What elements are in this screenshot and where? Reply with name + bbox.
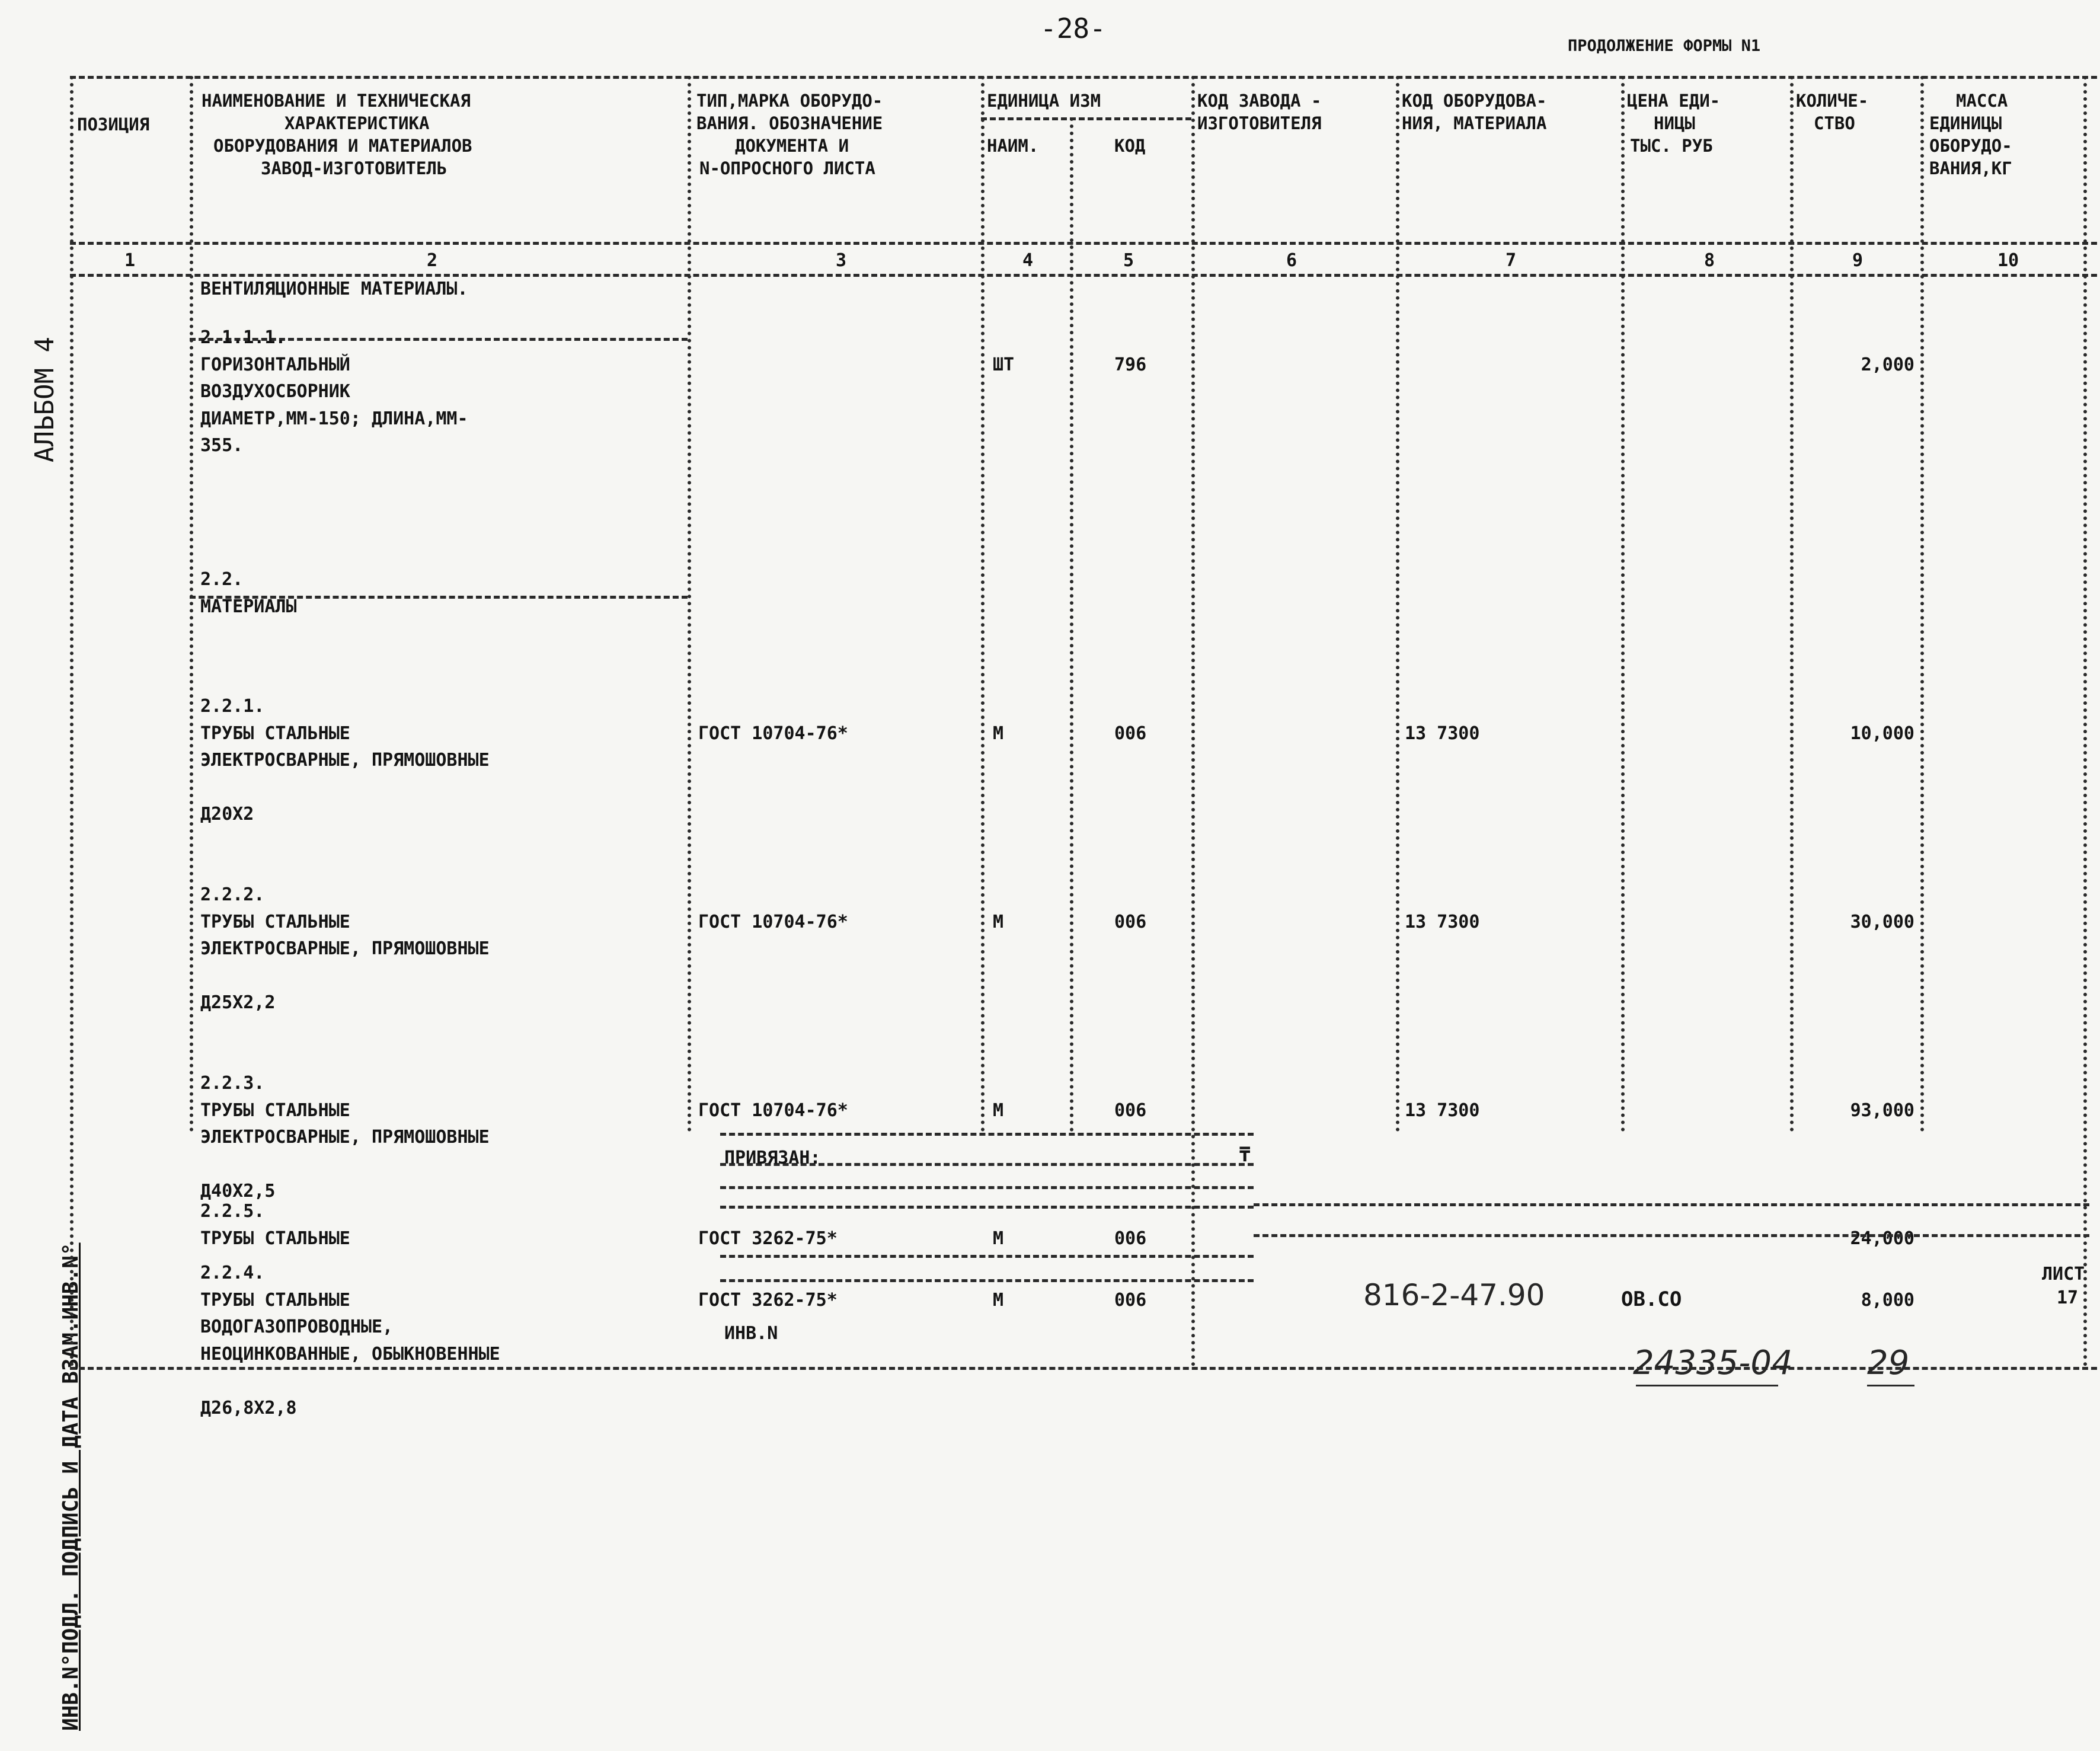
row-unit-code: 006 <box>1114 1100 1147 1121</box>
sheet-label: ЛИСТ <box>2042 1264 2085 1285</box>
header-name-line: ОБОРУДОВАНИЯ И МАТЕРИАЛОВ <box>213 136 472 156</box>
header-material-code: КОД ОБОРУДОВА- <box>1402 91 1547 111</box>
row-description: 2.2. <box>200 569 244 590</box>
row-unit-code: 006 <box>1114 911 1147 932</box>
row-quantity: 10,000 <box>1850 723 1914 744</box>
row-description: ГОРИЗОНТАЛЬНЫЙ <box>200 354 350 375</box>
header-position: ПОЗИЦИЯ <box>77 114 150 135</box>
row-description: ТРУБЫ СТАЛЬНЫЕ <box>200 1289 350 1311</box>
row-unit-code: 796 <box>1114 354 1147 375</box>
row-type: ГОСТ 10704-76* <box>698 1100 848 1121</box>
header-price: НИЦЫ <box>1654 113 1695 133</box>
row-description: Д25Х2,2 <box>200 992 276 1013</box>
sheet-number: 17 <box>2057 1287 2079 1308</box>
row-unit: М <box>993 723 1004 744</box>
continuation-label: ПРОДОЛЖЕНИЕ ФОРМЫ N1 <box>1568 37 1761 55</box>
header-name-line: ХАРАКТЕРИСТИКА <box>285 113 430 133</box>
row-unit-code: 006 <box>1114 723 1147 744</box>
row-description: 2.2.2. <box>200 884 265 905</box>
bound-label: ПРИВЯЗАН: <box>724 1148 821 1168</box>
row-unit-code: 006 <box>1114 1228 1147 1249</box>
row-description: ВОДОГАЗОПРОВОДНЫЕ, <box>200 1317 394 1337</box>
row-description: 2.2.1. <box>200 696 265 717</box>
row-description: 2.2.5. <box>200 1201 265 1222</box>
header-mass: МАССА <box>1956 91 2008 111</box>
header-mass: ВАНИЯ,КГ <box>1929 158 2012 178</box>
row-description: ТРУБЫ СТАЛЬНЫЕ <box>200 911 350 932</box>
row-description: ДИАМЕТР,ММ-150; ДЛИНА,ММ- <box>200 408 468 429</box>
header-type-line: ДОКУМЕНТА И <box>735 136 849 156</box>
row-material-code: 13 7300 <box>1405 723 1480 744</box>
row-description: ВОЗДУХОСБОРНИК <box>200 381 350 402</box>
header-quantity: СТВО <box>1814 113 1855 133</box>
row-description: НЕОЦИНКОВАННЫЕ, ОБЫКНОВЕННЫЕ <box>200 1343 500 1365</box>
header-unit-code: КОД <box>1114 136 1146 156</box>
column-number: 10 <box>1997 250 2019 271</box>
row-unit: М <box>993 1228 1004 1249</box>
header-price: ТЫС. РУБ <box>1630 136 1713 156</box>
page-number: -28- <box>1040 12 1106 44</box>
mark-symbol: ₸ <box>1239 1143 1251 1167</box>
header-mass: ЕДИНИЦЫ <box>1929 113 2002 133</box>
column-number: 1 <box>124 250 136 271</box>
column-number: 3 <box>836 250 847 271</box>
row-quantity: 30,000 <box>1850 911 1914 932</box>
row-description: МАТЕРИАЛЫ <box>200 596 297 617</box>
row-description: 355. <box>200 435 244 456</box>
row-type: ГОСТ 3262-75* <box>698 1228 838 1249</box>
row-type: ГОСТ 10704-76* <box>698 911 848 932</box>
row-description: Д40Х2,5 <box>200 1181 276 1202</box>
row-unit: М <box>993 1289 1004 1311</box>
header-unit-name: НАИМ. <box>987 136 1039 156</box>
row-description: ЭЛЕКТРОСВАРНЫЕ, ПРЯМОШОВНЫЕ <box>200 938 490 959</box>
column-number: 4 <box>1022 250 1034 271</box>
column-number: 5 <box>1123 250 1134 271</box>
header-name-line: НАИМЕНОВАНИЕ И ТЕХНИЧЕСКАЯ <box>202 91 471 111</box>
header-type-line: ТИП,МАРКА ОБОРУДО- <box>696 91 883 111</box>
column-number: 8 <box>1704 250 1715 271</box>
row-description: ЭЛЕКТРОСВАРНЫЕ, ПРЯМОШОВНЫЕ <box>200 1127 490 1148</box>
header-material-code: НИЯ, МАТЕРИАЛА <box>1402 113 1547 133</box>
row-quantity: 24,000 <box>1850 1228 1914 1249</box>
row-unit: М <box>993 911 1004 932</box>
row-unit: ШТ <box>993 354 1015 375</box>
header-mass: ОБОРУДО- <box>1929 136 2012 156</box>
header-quantity: КОЛИЧЕ- <box>1796 91 1869 111</box>
row-description: ВЕНТИЛЯЦИОННЫЕ МАТЕРИАЛЫ. <box>200 279 468 299</box>
row-description: Д26,8Х2,8 <box>200 1397 297 1418</box>
album-label: АЛЬБОМ 4 <box>30 337 60 462</box>
row-description: 2.1.1.1. <box>200 327 286 348</box>
row-unit: М <box>993 1100 1004 1121</box>
row-description: ТРУБЫ СТАЛЬНЫЕ <box>200 1228 350 1249</box>
header-price: ЦЕНА ЕДИ- <box>1627 91 1721 111</box>
approval-stamp: ИНВ.N°ПОДЛ. ПОДПИСЬ И ДАТА ВЗАМ.ИНВ.N° <box>59 1242 83 1731</box>
row-description: ТРУБЫ СТАЛЬНЫЕ <box>200 1100 350 1121</box>
row-type: ГОСТ 3262-75* <box>698 1289 838 1311</box>
archive-number: 24335-04 <box>1633 1344 1793 1382</box>
header-type-line: N-ОПРОСНОГО ЛИСТА <box>699 158 875 178</box>
column-number: 2 <box>427 250 438 271</box>
row-description: Д20Х2 <box>200 804 254 825</box>
row-description: ЭЛЕКТРОСВАРНЫЕ, ПРЯМОШОВНЫЕ <box>200 750 490 771</box>
archive-page: 29 <box>1867 1344 1910 1382</box>
row-type: ГОСТ 10704-76* <box>698 723 848 744</box>
row-quantity: 2,000 <box>1861 354 1914 375</box>
section-code: ОВ.СО <box>1621 1287 1682 1311</box>
row-material-code: 13 7300 <box>1405 1100 1480 1121</box>
row-description: ТРУБЫ СТАЛЬНЫЕ <box>200 723 350 744</box>
header-unit: ЕДИНИЦА ИЗМ <box>987 91 1101 111</box>
column-number: 7 <box>1506 250 1517 271</box>
inv-label: ИНВ.N <box>724 1323 778 1344</box>
row-quantity: 93,000 <box>1850 1100 1914 1121</box>
row-material-code: 13 7300 <box>1405 911 1480 932</box>
column-number: 6 <box>1286 250 1297 271</box>
row-description: 2.2.3. <box>200 1073 265 1094</box>
column-number: 9 <box>1852 250 1864 271</box>
header-plant-code: КОД ЗАВОДА - <box>1197 91 1322 111</box>
header-plant-code: ИЗГОТОВИТЕЛЯ <box>1197 113 1322 133</box>
header-type-line: ВАНИЯ. ОБОЗНАЧЕНИЕ <box>696 113 883 133</box>
row-quantity: 8,000 <box>1861 1289 1914 1311</box>
row-description: 2.2.4. <box>200 1263 265 1283</box>
document-number: 816-2-47.90 <box>1363 1278 1545 1312</box>
header-name-line: ЗАВОД-ИЗГОТОВИТЕЛЬ <box>261 158 448 178</box>
row-unit-code: 006 <box>1114 1289 1147 1311</box>
